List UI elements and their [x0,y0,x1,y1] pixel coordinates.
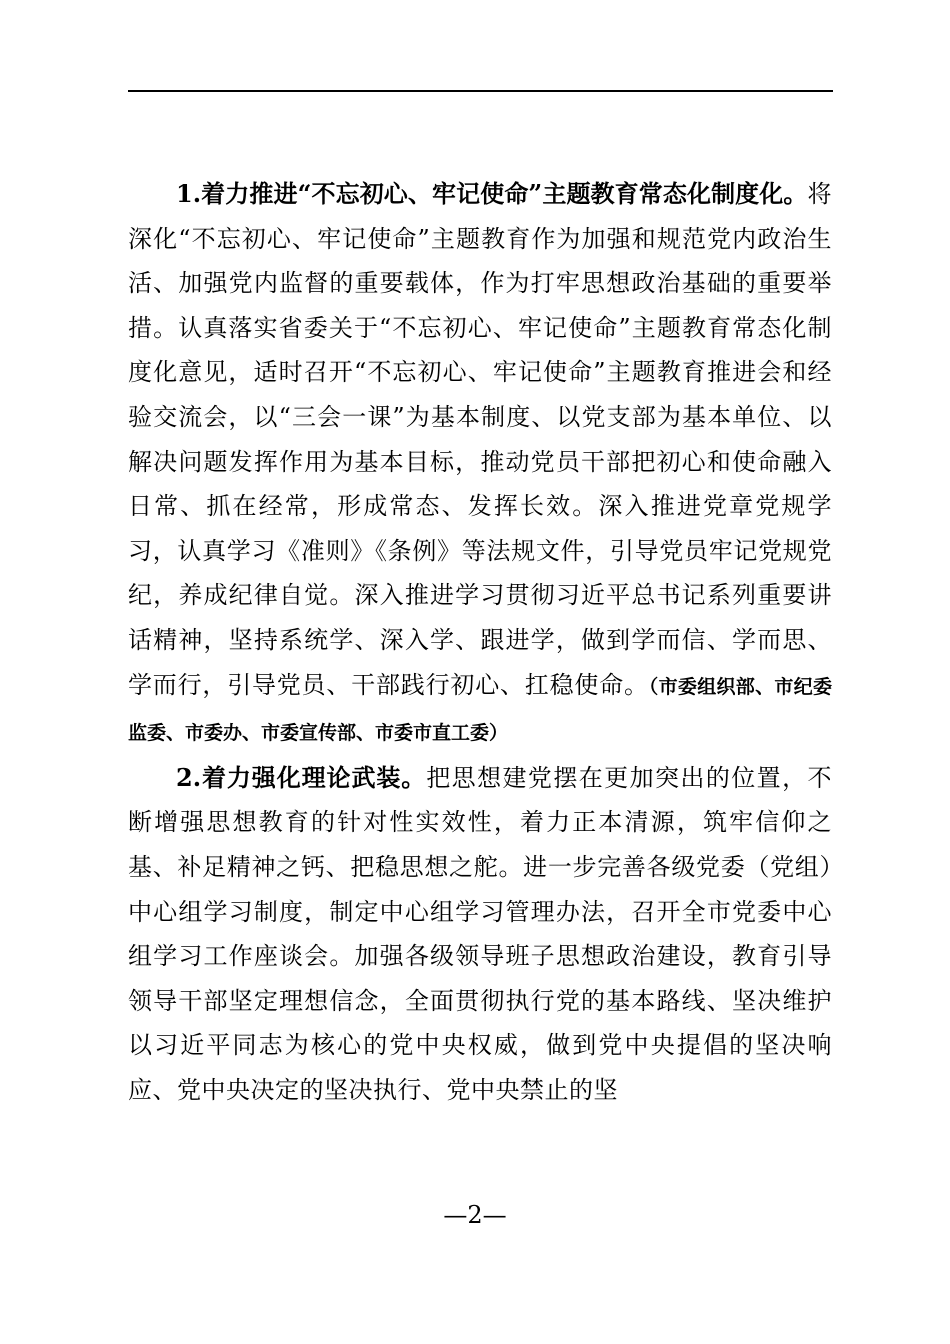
paragraph-2-text: 把思想建党摆在更加突出的位置，不断增强思想教育的针对性实效性，着力正本清源，筑牢信仰之基、补足精神之钙、把稳思想之舵。进一步完善各级党委（党组）中心组学习制度，制定中心组学习管理办法，召开全市党委中心组学习工作座谈会。加强各级领导班子思想政治建设，教育引导领导干部坚定理想信念，全面贯彻执行党的基本路线、坚决维护以习近平同志为核心的党中央权威，做到党中央提倡的坚决响应、党中央决定的坚决执行、党中央禁止的坚 [128,763,832,1104]
paragraph-1-text: 将深化“不忘初心、牢记使命”主题教育作为加强和规范党内政治生活、加强党内监督的重要载体，作为打牢思想政治基础的重要举措。认真落实省委关于“不忘初心、牢记使命”主题教育常态化制度化意见，适时召开“不忘初心、牢记使命”主题教育推进会和经验交流会，以“三会一课”为基本制度、以党支部为基本单位、以解决问题发挥作用为基本目标，推动党员干部把初心和使命融入日常、抓在经常，形成常态、发挥长效。深入推进党章党规学习，认真学习《准则》《条例》等法规文件，引导党员牢记党规党纪，养成纪律自觉。深入推进学习贯彻习近平总书记系列重要讲话精神，坚持系统学、深入学、跟进学，做到学而信、学而思、学而行，引导党员、干部践行初心、扛稳使命。 [128,180,832,699]
page-number: —2— [443,1201,507,1229]
paragraph-2-heading: 2.着力强化理论武装。 [176,762,427,792]
paragraph-1-heading: 1.着力推进“不忘初心、牢记使命”主题教育常态化制度化。 [176,179,808,208]
paragraph-2 [128,756,832,1113]
header-rule [128,90,833,92]
document-body [128,172,832,1112]
paragraph-1 [128,172,832,756]
paragraph-1-departments: （市委组织部、市纪委监委、市委办、市委宣传部、市委市直工委） [128,675,832,745]
